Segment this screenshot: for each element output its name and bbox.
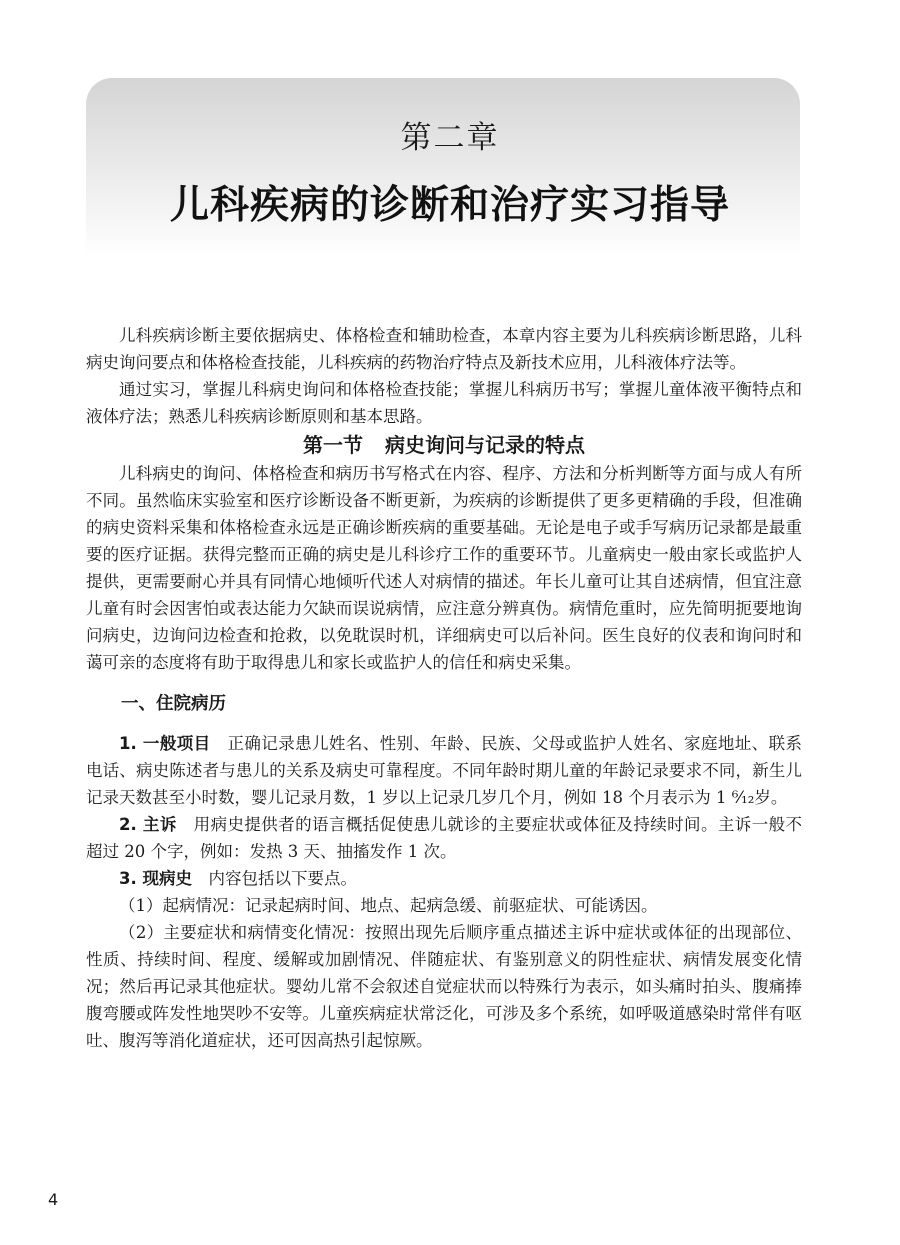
item-present-illness [86,865,802,892]
item-chief-complaint [86,811,802,865]
item-present-illness-label: 3. 现病史 [119,869,192,888]
item-general-label: 1. 一般项目 [119,734,211,753]
chapter-title: 儿科疾病的诊断和治疗实习指导 [169,183,730,228]
chapter-label: 第二章 [400,120,500,156]
subpoint-onset: （1）起病情况：记录起病时间、地点、起病急缓、前驱症状、可能诱因。 [119,896,658,915]
subsection-title: 一、住院病历 [121,694,226,714]
page-content [86,322,802,1054]
item-general-text: 正确记录患儿姓名、性别、年龄、民族、父母或监护人姓名、家庭地址、联系电话、病史陈述者与患儿的关系及病史可靠程度。不同年龄时期儿童的年龄记录要求不同，新生儿记录天数甚至小时数，婴儿记录月数，1 岁以上记录几岁几个月，例如 18 个月表示为 1 ⁶⁄₁₂岁。 [86,734,803,807]
subpoint-symptoms: （2）主要症状和病情变化情况：按照出现先后顺序重点描述主诉中症状或体征的出现部位、性质、持续时间、程度、缓解或加剧情况、伴随症状、有鉴别意义的阴性症状、病情发展变化情况；然后再记录其他症状。婴幼儿常不会叙述自觉症状而以特殊行为表示，如头痛时拍头、腹痛捧腹弯腰或阵发性地哭吵不安等。儿童疾病症状常泛化，可涉及多个系统，如呼吸道感染时常伴有呕吐、腹泻等消化道症状，还可因高热引起惊厥。 [86,923,802,1050]
item-chief-complaint-text: 用病史提供者的语言概括促使患儿就诊的主要症状或体征及持续时间。主诉一般不超过 20 个字，例如：发热 3 天、抽搐发作 1 次。 [86,815,803,861]
item-chief-complaint-label: 2. 主诉 [119,815,177,834]
intro-paragraph-2: 通过实习，掌握儿科病史询问和体格检查技能；掌握儿科病历书写；掌握儿童体液平衡特点和液体疗法；熟悉儿科疾病诊断原则和基本思路。 [86,380,802,426]
section-number: 第一节 [303,433,363,457]
item-general [86,730,802,811]
section-paragraph: 儿科病史的询问、体格检查和病历书写格式在内容、程序、方法和分析判断等方面与成人有所不同。虽然临床实验室和医疗诊断设备不断更新，为疾病的诊断提供了更多更精确的手段，但准确的病史资料采集和体格检查永远是正确诊断疾病的重要基础。无论是电子或手写病历记录都是最重要的医疗证据。获得完整而正确的病史是儿科诊疗工作的重要环节。儿童病史一般由家长或监护人提供，更需要耐心并具有同情心地倾听代述人对病情的描述。年长儿童可让其自述病情，但宜注意儿童有时会因害怕或表达能力欠缺而误说病情，应注意分辨真伪。病情危重时，应先简明扼要地询问病史，边询问边检查和抢救，以免耽误时机，详细病史可以后补问。医生良好的仪表和询问时和蔼可亲的态度将有助于取得患儿和家长或监护人的信任和病史采集。 [86,464,802,672]
item-present-illness-text: 内容包括以下要点。 [208,869,357,888]
section-name: 病史询问与记录的特点 [385,433,585,457]
section-title [86,430,802,460]
intro-paragraph-1: 儿科疾病诊断主要依据病史、体格检查和辅助检查，本章内容主要为儿科疾病诊断思路，儿科病史询问要点和体格检查技能，儿科疾病的药物治疗特点及新技术应用，儿科液体疗法等。 [86,326,802,372]
page-number: 4 [48,1190,59,1209]
